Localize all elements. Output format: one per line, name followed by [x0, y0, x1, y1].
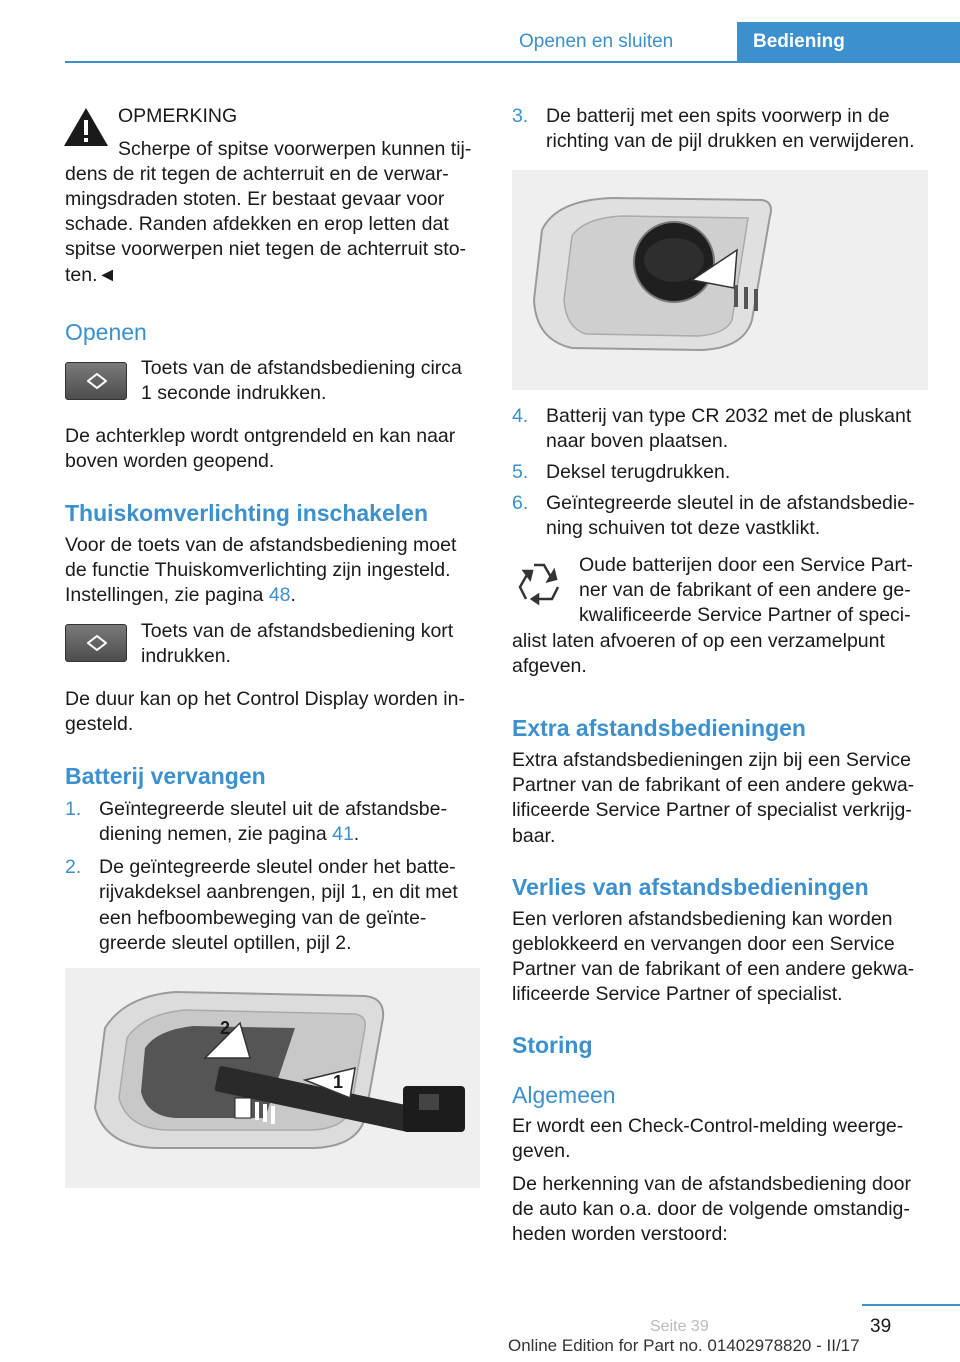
openen-key-text: Toets van de afstandsbediening circa [141, 357, 462, 379]
step-text: Geïntegreerde sleutel in de afstandsbedie‐ [546, 492, 915, 514]
arrow-label-1: 1 [333, 1072, 344, 1092]
step-text-prefix: diening nemen, zie pagina [99, 823, 333, 845]
openen-text: De achterklep wordt ontgrendeld en kan naar [65, 425, 456, 447]
step-4 [512, 404, 932, 456]
step-text: greerde sleutel optillen, pijl 2. [99, 932, 352, 954]
step-3 [512, 104, 932, 156]
warning-line: spitse voorwerpen niet tegen de achterruit sto‐ [65, 238, 467, 260]
battery-removal-illustration [512, 170, 928, 390]
step-2 [65, 855, 485, 959]
step-text: De geïntegreerde sleutel onder het batte‐ [99, 856, 456, 878]
step-text: rijvakdeksel aanbrengen, pijl 1, en dit met [99, 881, 458, 903]
remote-key-button-icon [65, 624, 127, 662]
warning-line: dens de rit tegen de achterruit en de verwar‐ [65, 163, 449, 185]
heading-algemeen: Algemeen [512, 1082, 616, 1108]
recycle-text: kwalificeerde Service Partner of speci‐ [579, 604, 911, 626]
step-number: 2. [65, 856, 82, 878]
step-5 [512, 460, 932, 486]
key-fob-battery-icon [512, 170, 928, 390]
thuis-settings-ref [65, 583, 296, 609]
extra-text: lificeerde Service Partner of specialist verkrijg‐ [512, 799, 912, 821]
warning-title: OPMERKING [118, 105, 238, 127]
page-link-41[interactable]: 41 [332, 823, 354, 845]
verlies-text: Een verloren afstandsbediening kan worden [512, 908, 893, 930]
recycle-text: ner van de fabrikant of een andere ge‐ [579, 579, 911, 601]
thuis-duration-text: gesteld. [65, 713, 134, 735]
heading-storing: Storing [512, 1032, 593, 1058]
verlies-text: geblokkeerd en vervangen door een Service [512, 933, 895, 955]
heading-verlies-van-afstandsbedieningen: Verlies van afstandsbedieningen [512, 874, 869, 900]
step-number: 3. [512, 105, 529, 127]
warning-icon [63, 107, 109, 147]
verlies-text: Partner van de fabrikant of een andere gekwa‐ [512, 958, 915, 980]
heading-batterij-vervangen: Batterij vervangen [65, 763, 266, 789]
key-removal-illustration [65, 968, 480, 1188]
arrow-label-2: 2 [220, 1018, 231, 1038]
warning-line: Scherpe of spitse voorwerpen kunnen tij‐ [118, 138, 472, 160]
thuis-key-text: indrukken. [141, 645, 231, 667]
step-text: Geïntegreerde sleutel uit de afstandsbe‐ [99, 798, 447, 820]
thuis-text: de functie Thuiskomverlichting zijn ingesteld. [65, 559, 451, 581]
step-text: ning schuiven tot deze vastklikt. [546, 517, 821, 539]
heading-extra-afstandsbedieningen: Extra afstandsbedieningen [512, 715, 806, 741]
extra-text: Extra afstandsbedieningen zijn bij een Service [512, 749, 911, 771]
settings-ref-prefix: Instellingen, zie pagina [65, 584, 269, 606]
watermark: Seite 39 [650, 1318, 709, 1335]
recycle-text: Oude batterijen door een Service Part‐ [579, 554, 913, 576]
openen-text: boven worden geopend. [65, 450, 275, 472]
warning-line: mingsdraden stoten. Er bestaat gevaar voor [65, 188, 445, 210]
recycle-icon [512, 557, 566, 611]
step-text: een hefboombeweging van de geïnte‐ [99, 907, 427, 929]
step-text: naar boven plaatsen. [546, 430, 729, 452]
step-text: richting van de pijl drukken en verwijderen. [546, 130, 915, 152]
page-link-48[interactable]: 48 [268, 584, 291, 606]
step-text [99, 822, 359, 848]
algemeen-text: geven. [512, 1140, 571, 1162]
step-number: 4. [512, 405, 529, 427]
step-1 [65, 797, 485, 849]
extra-text: baar. [512, 825, 556, 847]
step-6 [512, 491, 932, 543]
algemeen-text: Er wordt een Check-Control-melding weerge‐ [512, 1115, 904, 1137]
warning-line: schade. Randen afdekken en erop letten dat [65, 213, 449, 235]
algemeen-text: De herkenning van de afstandsbediening door [512, 1173, 911, 1195]
footer-edition: Online Edition for Part no. 01402978820 - II/17 [508, 1336, 860, 1355]
step-text: Deksel terugdrukken. [546, 461, 731, 483]
thuis-duration-text: De duur kan op het Control Display worden in‐ [65, 688, 465, 710]
step-text-suffix: . [353, 823, 360, 845]
algemeen-text: de auto kan o.a. door de volgende omstandig‐ [512, 1198, 910, 1220]
footer-rule [862, 1304, 960, 1306]
thuis-key-text: Toets van de afstandsbediening kort [141, 620, 454, 642]
step-number: 5. [512, 461, 529, 483]
step-number: 6. [512, 492, 529, 514]
openen-key-text: 1 seconde indrukken. [141, 382, 327, 404]
warning-line: ten.◄ [65, 264, 117, 286]
algemeen-text: heden worden verstoord: [512, 1223, 728, 1245]
header-rule [65, 61, 960, 63]
remote-key-button-icon [65, 362, 127, 400]
key-fob-key-icon [65, 968, 480, 1188]
step-number: 1. [65, 798, 82, 820]
settings-ref-suffix: . [290, 584, 296, 606]
step-text: Batterij van type CR 2032 met de pluskant [546, 405, 912, 427]
recycle-text: alist laten afvoeren of op een verzamelpunt [512, 630, 885, 652]
thuis-text: Voor de toets van de afstandsbediening moet [65, 534, 457, 556]
step-text: De batterij met een spits voorwerp in de [546, 105, 890, 127]
header-chapter-tab: Bediening [737, 22, 960, 63]
header-section-title: Openen en sluiten [519, 31, 674, 52]
recycle-text: afgeven. [512, 655, 587, 677]
verlies-text: lificeerde Service Partner of specialist. [512, 983, 843, 1005]
page-number: 39 [870, 1316, 892, 1337]
heading-openen: Openen [65, 319, 147, 345]
heading-thuiskomverlichting: Thuiskomverlichting inschakelen [65, 500, 428, 526]
extra-text: Partner van de fabrikant of een andere gekwa‐ [512, 774, 915, 796]
